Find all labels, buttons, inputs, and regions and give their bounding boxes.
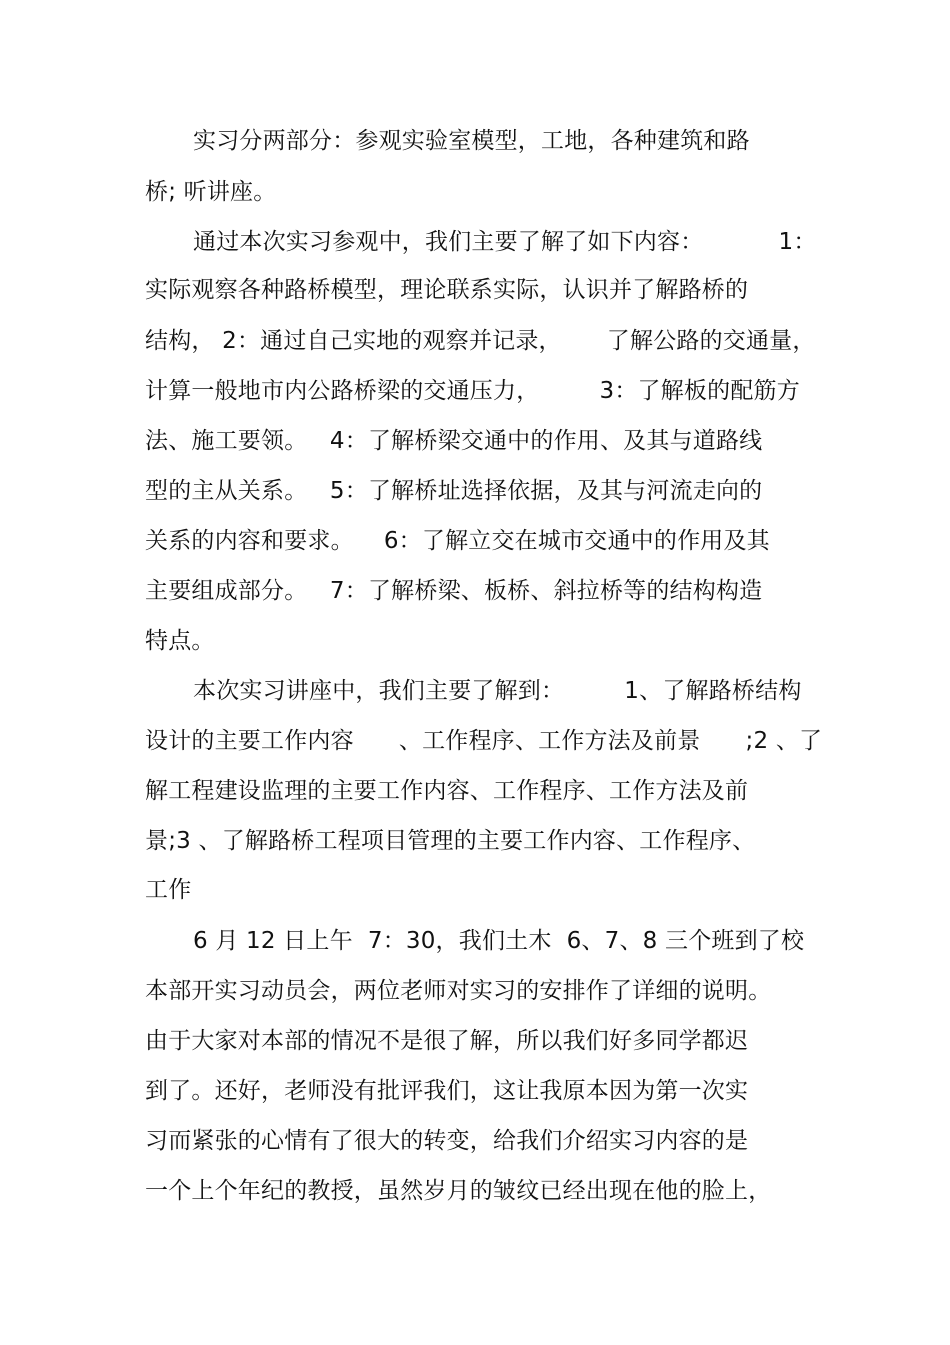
text-line: 计算一般地市内公路桥梁的交通压力， 3：了解板的配筋方 bbox=[145, 378, 800, 404]
text-line: 本部开实习动员会，两位老师对实习的安排作了详细的说明。 bbox=[145, 978, 772, 1004]
text-line: 实习分两部分：参观实验室模型，工地，各种建筑和路 bbox=[193, 128, 750, 154]
text-line: 法、施工要领。 4：了解桥梁交通中的作用、及其与道路线 bbox=[145, 428, 763, 454]
text-line: 结构， 2：通过自己实地的观察并记录， 了解公路的交通量， bbox=[145, 328, 816, 354]
text-line: 实际观察各种路桥模型，理论联系实际，认识并了解路桥的 bbox=[145, 277, 749, 303]
text-line: 特点。 bbox=[145, 628, 215, 654]
text-line: 桥; 听讲座。 bbox=[145, 179, 277, 205]
text-line: 设计的主要工作内容 、工作程序、工作方法及前景 ;2 、了 bbox=[145, 728, 823, 754]
text-line: 型的主从关系。 5：了解桥址选择依据，及其与河流走向的 bbox=[145, 478, 763, 504]
text-line: 主要组成部分。 7：了解桥梁、板桥、斜拉桥等的结构构造 bbox=[145, 578, 763, 604]
text-line: 6 月 12 日上午 7：30，我们土木 6、7、8 三个班到了校 bbox=[193, 928, 805, 954]
text-line: 习而紧张的心情有了很大的转变，给我们介绍实习内容的是 bbox=[145, 1128, 749, 1154]
text-line: 工作 bbox=[145, 877, 192, 903]
text-line: 由于大家对本部的情况不是很了解，所以我们好多同学都迟 bbox=[145, 1028, 749, 1054]
text-line: 景;3 、了解路桥工程项目管理的主要工作内容、工作程序、 bbox=[145, 828, 756, 854]
text-line: 到了。还好，老师没有批评我们，这让我原本因为第一次实 bbox=[145, 1078, 749, 1104]
text-line: 本次实习讲座中，我们主要了解到： 1、了解路桥结构 bbox=[193, 678, 802, 704]
text-line: 通过本次实习参观中，我们主要了解了如下内容： 1： bbox=[193, 229, 817, 255]
text-line: 解工程建设监理的主要工作内容、工作程序、工作方法及前 bbox=[145, 778, 749, 804]
text-line: 一个上个年纪的教授，虽然岁月的皱纹已经出现在他的脸上， bbox=[145, 1178, 772, 1204]
text-line: 关系的内容和要求。 6：了解立交在城市交通中的作用及其 bbox=[145, 528, 770, 554]
